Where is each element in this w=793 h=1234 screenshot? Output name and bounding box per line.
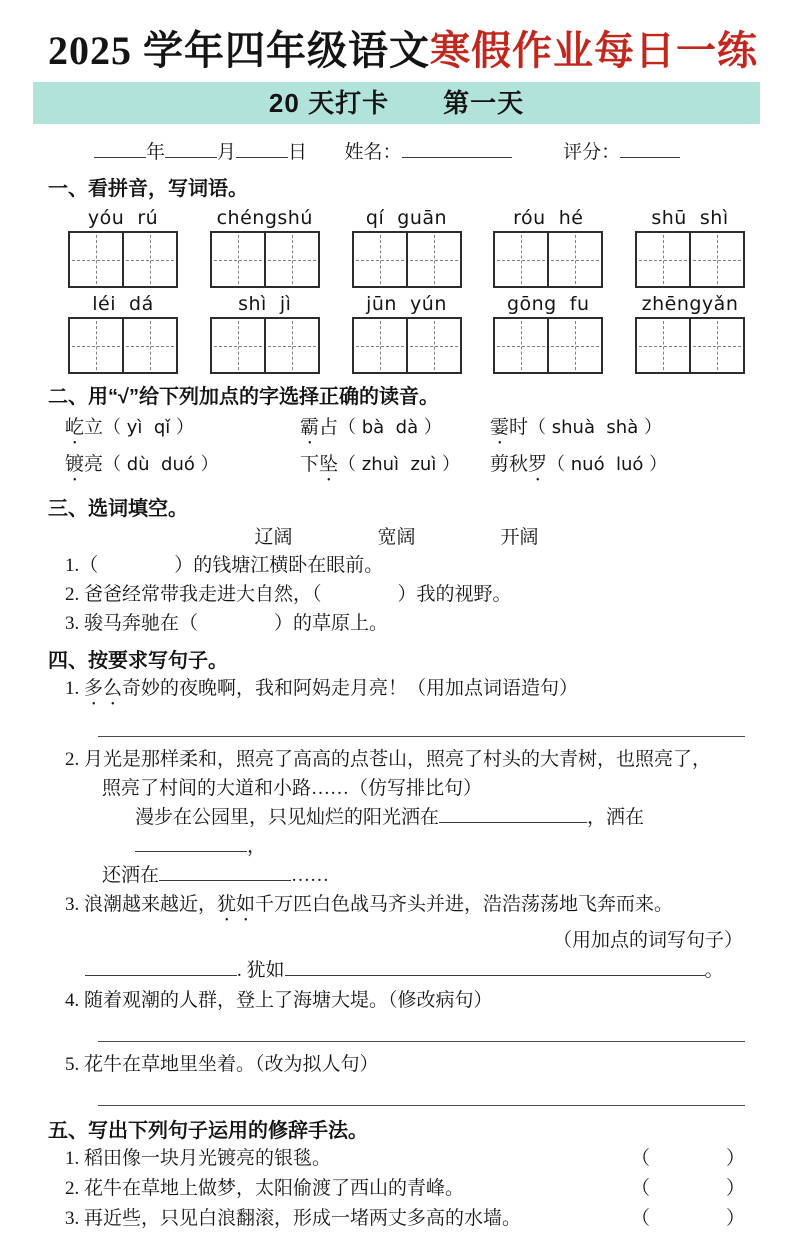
rhetoric-sentence: 2. 花牛在草地上做梦，太阳偷渡了西山的青峰。 [65,1178,465,1199]
pinyin-row-2 [48,292,745,374]
writing-cell[interactable] [122,233,176,286]
pinyin-options[interactable]: （ zhuì zuì ） [338,454,461,475]
item-num: 1. [65,678,84,699]
writing-grid[interactable] [635,317,745,374]
pinyin-options[interactable]: （ dù duó ） [103,454,219,475]
s4-item-3-answer [48,955,745,986]
fill-sentence[interactable]: 3. 骏马奔驰在（ ）的草原上。 [65,613,389,634]
writing-grid[interactable] [210,231,320,288]
pinyin-label: shū shì [651,207,729,229]
item-text: 奇妙的夜晚啊，我和阿妈走月亮！（用加点词语造句） [122,678,579,699]
writing-grid[interactable] [68,231,178,288]
word-pre: 剪秋 [490,454,529,475]
s4-item-2-fill-line-2 [48,861,745,890]
dotted-word: 多么 [84,678,123,699]
title-red-text: 寒假作业每日一练 [430,28,758,73]
writing-cell[interactable] [689,319,743,372]
fill-text: 。 [704,960,724,981]
month-blank[interactable] [165,140,217,158]
pinyin-label: gōng fu [506,293,590,315]
pinyin-label: róu hé [513,207,584,229]
answer-line[interactable] [98,1019,745,1042]
word-bank-item: 宽阔 [377,527,416,548]
name-label: 姓名： [344,142,402,163]
dotted-char: 霎 [490,417,510,438]
writing-grid[interactable] [352,231,462,288]
month-label: 月 [217,142,237,163]
writing-cell[interactable] [637,319,689,372]
writing-grid[interactable] [68,317,178,374]
writing-cell[interactable] [495,233,547,286]
section-2-heading: 二、用“√”给下列加点的字选择正确的读音。 [48,386,439,408]
pinyin-word-group [635,206,745,288]
section-4-heading: 四、按要求写句子。 [48,650,228,672]
writing-grid[interactable] [352,317,462,374]
pinyin-label: yóu rú [87,207,159,229]
answer-paren[interactable]: （ ） [630,1148,745,1169]
writing-cell[interactable] [70,233,122,286]
answer-paren[interactable]: （ ） [630,1178,745,1199]
pinyin-label: zhēngyǎn [641,293,739,315]
pinyin-options[interactable]: （ shuà shà ） [528,417,662,438]
pinyin-word-group [493,206,603,288]
writing-cell[interactable] [122,319,176,372]
pinyin-word-group [68,292,178,374]
pronunciation-grid [48,414,745,486]
rhetoric-sentence: 3. 再近些，只见白浪翻滚，形成一堵两丈多高的水墙。 [65,1208,522,1229]
dotted-char: 罗 [528,454,548,475]
section-4 [48,648,745,1106]
writing-cell[interactable] [406,319,460,372]
item-num: 3. 浪潮越来越近， [65,894,218,915]
pinyin-word-group [352,206,462,288]
pinyin-options[interactable]: （ nuó luó ） [547,454,668,475]
fill-sentence[interactable]: 1.（ ）的钱塘江横卧在眼前。 [65,555,384,576]
pinyin-label: chéngshú [216,207,313,229]
rhetoric-item [48,1144,745,1174]
section-5-heading: 五、写出下列句子运用的修辞手法。 [48,1120,368,1142]
pinyin-label: shì jì [238,293,292,315]
fill-blank[interactable] [135,834,247,852]
s4-item-5: 5. 花牛在草地里坐着。（改为拟人句） [65,1054,379,1075]
pronunciation-item[interactable] [300,414,490,449]
page-title [48,26,758,76]
word-post: 立 [84,417,104,438]
s4-item-3-note: （用加点的词写句子） [552,930,743,951]
fill-text: . 犹如 [237,960,285,981]
writing-cell[interactable] [354,233,406,286]
writing-cell[interactable] [70,319,122,372]
pinyin-word-group [210,206,320,288]
fill-blank[interactable] [159,863,291,881]
pinyin-options[interactable]: （ yì qǐ ） [103,417,194,438]
pronunciation-item[interactable] [65,414,300,449]
word-post: 占 [319,417,339,438]
answer-line[interactable] [98,1083,745,1106]
pronunciation-item[interactable] [490,414,745,449]
dotted-word: 犹如 [217,894,256,915]
writing-cell[interactable] [495,319,547,372]
banner-text: 20 天打卡 第一天 [268,88,525,118]
writing-cell[interactable] [354,319,406,372]
pinyin-word-group [493,292,603,374]
rhetoric-sentence: 1. 稻田像一块月光镀亮的银毯。 [65,1148,332,1169]
writing-cell[interactable] [547,319,601,372]
pinyin-word-group [68,206,178,288]
s4-item-2-fill-line-1 [48,803,745,861]
pinyin-word-group [352,292,462,374]
pinyin-word-group [635,292,745,374]
dotted-char: 霸 [300,417,320,438]
writing-grid[interactable] [493,231,603,288]
item-text: 千万匹白色战马齐头并进，浩浩荡荡地飞奔而来。 [255,894,674,915]
fill-text: 还洒在 [102,865,160,886]
rhetoric-item [48,1204,745,1234]
answer-paren[interactable]: （ ） [630,1208,745,1229]
fill-blank[interactable] [285,958,705,976]
writing-cell[interactable] [637,233,689,286]
dotted-char: 屹 [65,417,85,438]
s4-item-4: 4. 随着观潮的人群，登上了海塘大堤。（修改病句） [65,990,493,1011]
score-label: 评分： [563,142,621,163]
writing-cell[interactable] [264,319,318,372]
writing-cell[interactable] [406,233,460,286]
pronunciation-item[interactable] [490,451,745,486]
year-label: 年 [146,142,166,163]
fill-text: …… [291,865,330,886]
day-label: 日 [288,142,308,163]
date-line [94,140,745,166]
section-3 [48,496,745,638]
score-blank[interactable] [620,140,680,158]
fill-text: 漫步在公园里，只见灿烂的阳光洒在 [135,807,440,828]
fill-blank[interactable] [439,805,587,823]
pinyin-word-group [210,292,320,374]
writing-grid[interactable] [635,231,745,288]
rhetoric-item [48,1174,745,1204]
s4-item-3 [48,890,745,926]
s4-item-2-line-2: 照亮了村间的大道和小路……（仿写排比句） [102,778,483,799]
pronunciation-item[interactable] [300,451,490,486]
word-post: 亮 [84,454,104,475]
day-banner [33,82,760,124]
word-bank [48,524,745,551]
pinyin-label: qí guān [365,207,448,229]
fill-sentence[interactable]: 2. 爸爸经常带我走进大自然，（ ）我的视野。 [65,584,512,605]
dotted-char: 镀 [65,454,85,475]
fill-text: ， [247,836,267,857]
dotted-char: 坠 [319,454,339,475]
name-blank[interactable] [402,140,512,158]
pinyin-options[interactable]: （ bà dà ） [338,417,442,438]
word-bank-item: 开阔 [500,527,539,548]
writing-cell[interactable] [689,233,743,286]
fill-text: ，洒在 [587,807,645,828]
writing-grid[interactable] [210,317,320,374]
section-1 [48,176,745,374]
year-blank[interactable] [94,140,146,158]
s4-item-2-line-1: 2. 月光是那样柔和，照亮了高高的点苍山，照亮了村头的大青树，也照亮了， [65,749,712,770]
section-5 [48,1118,745,1234]
section-1-heading: 一、看拼音，写词语。 [48,178,248,200]
pinyin-label: jūn yún [366,293,447,315]
s4-item-1 [48,674,745,710]
fill-blank[interactable] [85,958,237,976]
section-3-heading: 三、选词填空。 [48,498,188,520]
pronunciation-item[interactable] [65,451,300,486]
answer-line[interactable] [98,714,745,737]
writing-cell[interactable] [212,233,264,286]
word-post: 时 [509,417,529,438]
day-blank[interactable] [236,140,288,158]
writing-cell[interactable] [212,319,264,372]
writing-cell[interactable] [547,233,601,286]
word-pre: 下 [300,454,320,475]
pinyin-row-1 [48,206,745,288]
word-bank-item: 辽阔 [254,527,293,548]
section-2 [48,384,745,486]
pinyin-label: léi dá [92,293,154,315]
writing-grid[interactable] [493,317,603,374]
writing-cell[interactable] [264,233,318,286]
title-black-text: 2025 学年四年级语文 [48,28,430,73]
